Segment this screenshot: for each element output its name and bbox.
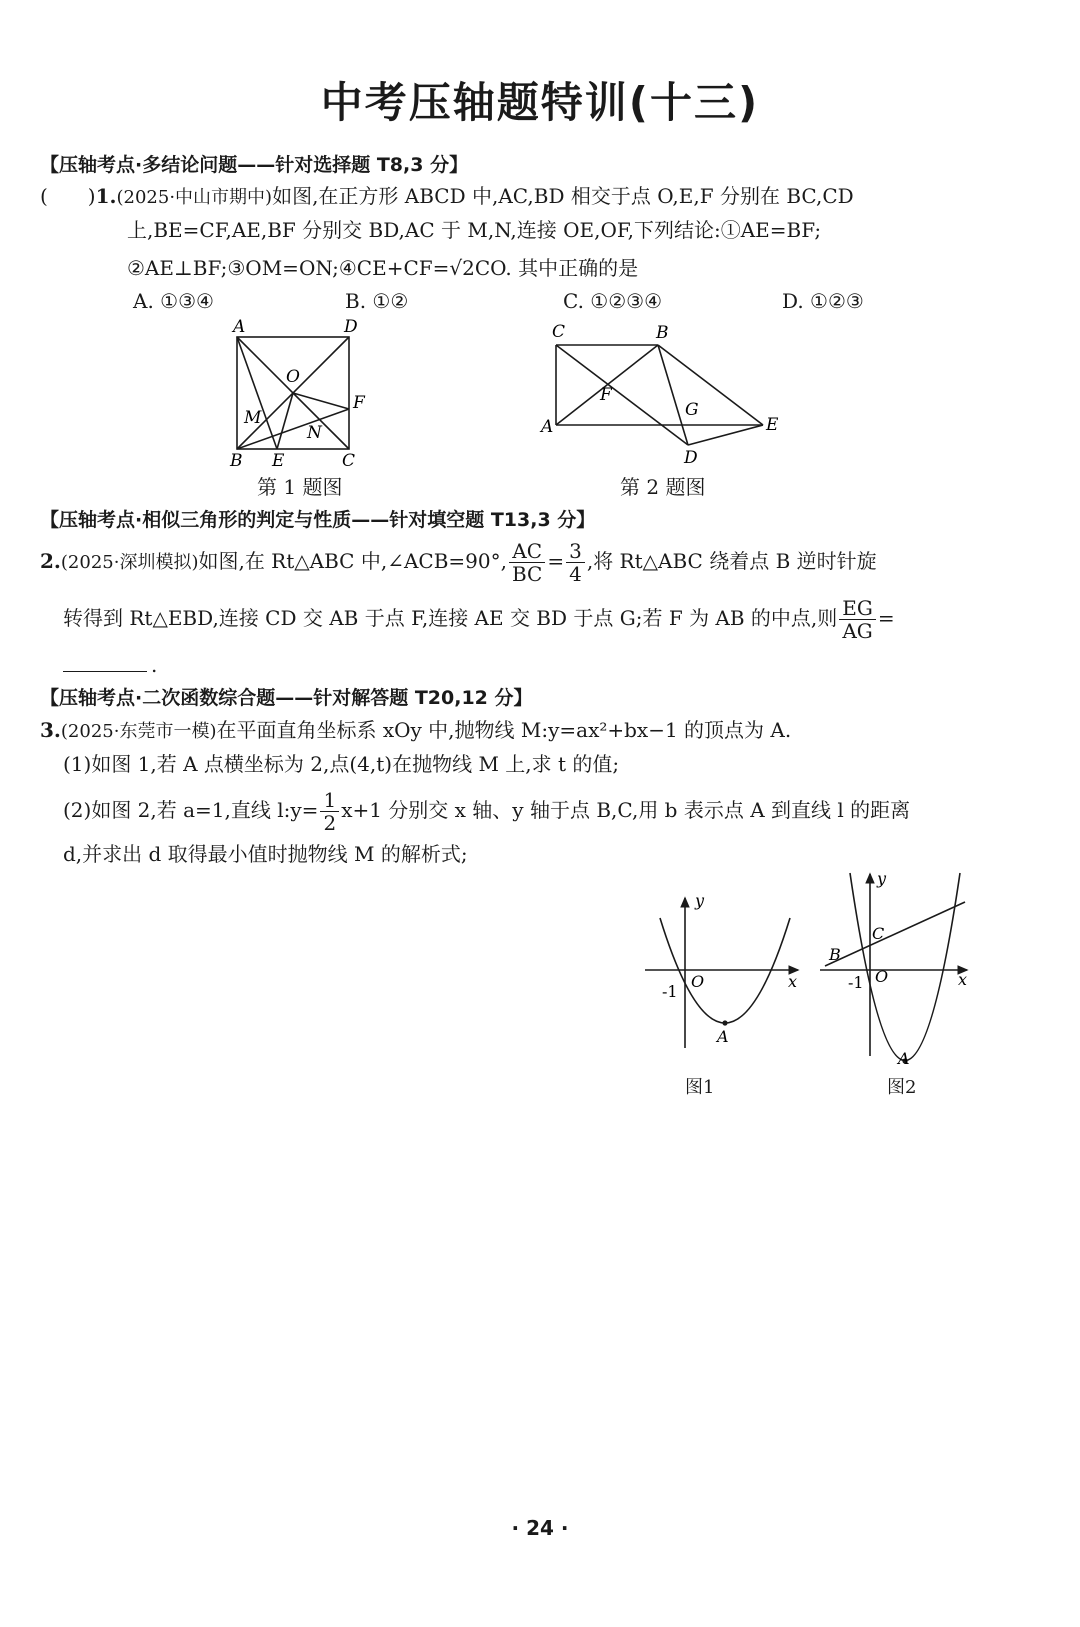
q3-stem (40, 718, 791, 743)
q3-source: (2025·东莞市一模) (60, 721, 217, 742)
label-O: O (286, 367, 300, 387)
q1-line3: ②AE⊥BF;③OM=ON;④CE+CF=√2CO. 其中正确的是 (127, 256, 639, 280)
g2-label-minus1: -1 (848, 973, 864, 992)
q2-text-1a: 如图,在 Rt△ABC 中,∠ACB=90°, (198, 549, 507, 573)
g2-label-x: x (958, 970, 968, 989)
page-number: · 24 · (511, 1516, 569, 1540)
label-A: A (233, 317, 246, 337)
label-D2: D (684, 448, 698, 468)
graph-2 (815, 868, 985, 1068)
label-C2: C (552, 322, 566, 342)
graph-1 (640, 890, 810, 1060)
vertex-a-1 (722, 1020, 727, 1025)
q1-text-1: 如图,在正方形 ABCD 中,AC,BD 相交于点 O,E,F 分别在 BC,CD (272, 184, 854, 208)
label-F: F (353, 393, 365, 413)
section-heading-choice: 【压轴考点·多结论问题——针对选择题 T8,3 分】 (40, 154, 469, 176)
q1-number: 1. (95, 184, 117, 208)
q2-number: 2. (40, 549, 61, 573)
q2-source: (2025·深圳模拟) (60, 552, 199, 573)
fraction-1-2: $\frac{1}{2}$ (320, 789, 339, 834)
label-G2: G (685, 400, 699, 420)
q2-text-2: 转得到 Rt△EBD,连接 CD 交 AB 于点 F,连接 AE 交 BD 于点 G;若 F 为 AB 的中点,则 (63, 606, 838, 630)
g1-label-a: A (717, 1027, 729, 1046)
q3-stem-text: 在平面直角坐标系 xOy 中,抛物线 M:y=ax²+bx−1 的顶点为 A. (216, 718, 792, 742)
q1-option-c[interactable]: C. ①②③④ (563, 289, 663, 313)
label-E: E (272, 451, 285, 471)
label-E2: E (766, 415, 779, 435)
q1-source: (2025·中山市期中) (116, 187, 273, 208)
q3-part2-cont: d,并求出 d 取得最小值时抛物线 M 的解析式; (63, 842, 468, 866)
section-heading-solve: 【压轴考点·二次函数综合题——针对解答题 T20,12 分】 (40, 687, 533, 709)
q2-line2 (63, 597, 895, 642)
section-heading-fill: 【压轴考点·相似三角形的判定与性质——针对填空题 T13,3 分】 (40, 509, 596, 531)
g1-label-minus1: -1 (662, 982, 678, 1001)
fraction-eg-ag: $\frac{EG}{AG}$ (839, 597, 876, 642)
parabola-2 (850, 873, 960, 1061)
q2-line1: 2.(2025·深圳模拟)如图,在 Rt△ABC 中,∠ACB=90°, $\frac{AC}{BC}$ = $\frac{3}{4}$ ,将 Rt△ABC 绕着点 B 逆时针旋 (40, 539, 877, 586)
q3-part2: (2)如图 2,若 a=1,直线 l:y= $\frac{1}{2}$ x+1 分别交 x 轴、y 轴于点 B,C,用 b 表示点 A 到直线 l 的距离 (63, 788, 911, 835)
q2-equals: = (877, 606, 895, 630)
q1-line2: 上,BE=CF,AE,BF 分别交 BD,AC 于 M,N,连接 OE,OF,下列结论:①AE=BF; (127, 218, 822, 242)
q3-part1: (1)如图 1,若 A 点横坐标为 2,点(4,t)在抛物线 M 上,求 t 的值; (63, 752, 620, 776)
label-C: C (342, 451, 356, 471)
g1-label-o: O (691, 972, 705, 991)
q2-answer-line: . (63, 653, 157, 677)
figure-1-caption: 第 1 题图 (257, 475, 343, 499)
figure-1-square (220, 315, 380, 475)
g2-label-y: y (877, 869, 887, 888)
label-F2: F (600, 385, 612, 405)
q1-option-a[interactable]: A. ①③④ (133, 289, 214, 313)
figure-2-caption: 第 2 题图 (620, 475, 706, 499)
label-A2: A (541, 417, 554, 437)
g2-label-a: A (898, 1049, 910, 1068)
q2-text-1b: ,将 Rt△ABC 绕着点 B 逆时针旋 (586, 549, 877, 573)
q1-option-b[interactable]: B. ①② (345, 289, 409, 313)
answer-blank[interactable] (63, 671, 147, 672)
figure-2-triangles (536, 318, 786, 468)
fraction-ac-bc: $\frac{AC}{BC}$ (509, 540, 545, 585)
label-M: M (244, 408, 262, 428)
g2-label-b: B (829, 945, 841, 964)
g2-label-c: C (872, 924, 885, 943)
fraction-3-4: $\frac{3}{4}$ (566, 540, 585, 585)
q1-line1 (40, 184, 854, 209)
label-N: N (307, 423, 322, 443)
line-l (825, 902, 965, 966)
answer-bracket[interactable]: ( ) (40, 184, 96, 208)
q1-option-d[interactable]: D. ①②③ (782, 289, 864, 313)
label-D: D (344, 317, 358, 337)
g2-label-o: O (875, 967, 889, 986)
segment-ae (237, 337, 277, 449)
label-B2: B (656, 323, 669, 343)
graph-2-caption: 图2 (887, 1077, 917, 1098)
q3-number: 3. (40, 718, 61, 742)
graph-1-caption: 图1 (685, 1077, 715, 1098)
g1-label-x: x (788, 972, 798, 991)
label-B: B (230, 451, 243, 471)
page-title: 中考压轴题特训(十三) (320, 78, 760, 127)
g1-label-y: y (695, 891, 705, 910)
